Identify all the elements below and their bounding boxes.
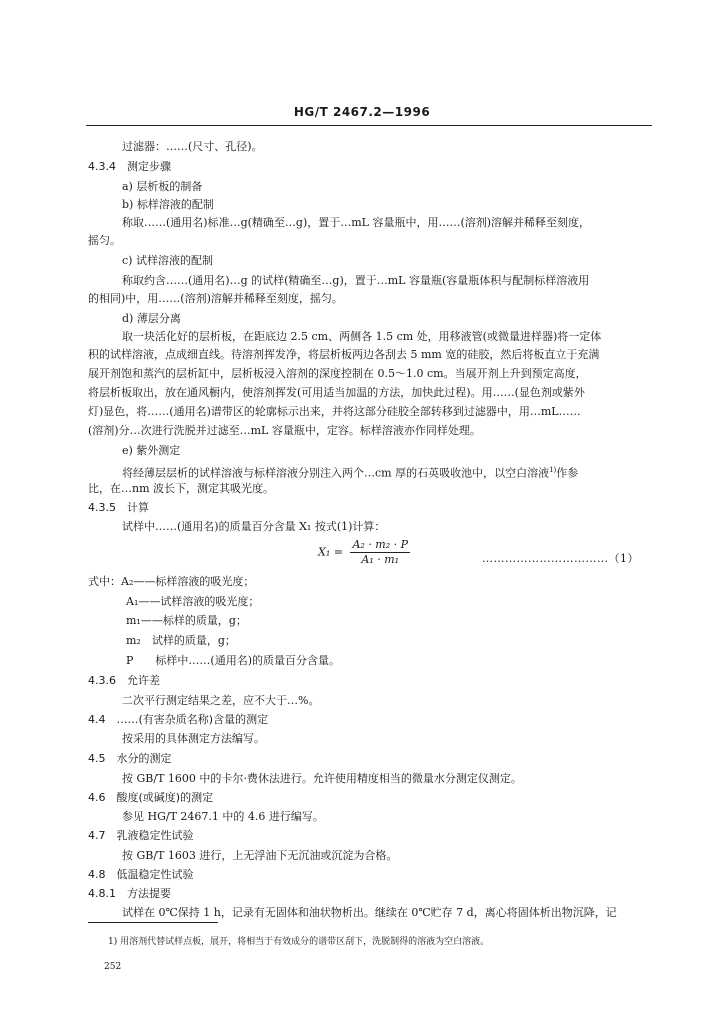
footnote-reference: 1) [549,466,557,474]
text-line: A₁——试样溶液的吸光度； [126,595,260,608]
text-line: 称取……(通用名)标准…g(精确至…g)，置于…mL 容量瓶中，用……(溶剂)溶解并稀释至刻度， [122,216,591,229]
text-line: P 标样中……(通用名)的质量百分含量。 [126,654,340,667]
section-heading: 4.7 乳液稳定性试验 [88,829,194,842]
text-line: 按 GB/T 1600 中的卡尔·费休法进行。允许使用精度相当的微量水分测定仪测定。 [122,772,522,785]
section-heading: 4.3.4 测定步骤 [88,160,171,173]
section-heading: 4.3.6 允许差 [88,674,160,687]
formula-lhs: X₁ = [318,545,343,559]
text-run: 作参 [556,466,579,480]
header-rule [86,125,652,126]
section-heading: 4.8 低温稳定性试验 [88,868,194,881]
text-line: 试样中……(通用名)的质量百分含量 X₁ 按式(1)计算： [122,520,386,533]
text-line [122,463,578,481]
formula-1 [318,538,410,567]
text-line: 式中：A₂——标样溶液的吸光度； [88,575,255,588]
text-line: e) 紫外测定 [122,444,181,457]
text-line: c) 试样溶液的配制 [122,254,213,267]
text-line: 称取约含……(通用名)…g 的试样(精确至…g)，置于…mL 容量瓶(容量瓶体积与配制标样溶液用 [122,274,590,287]
text-line: m₁——标样的质量，g； [126,614,247,627]
text-line: 试样在 0℃保持 1 h，记录有无固体和油状物析出。继续在 0℃贮存 7 d，离心将固体析出物沉降，记 [122,906,617,919]
text-line: 摇匀。 [88,234,121,247]
text-run: 将经薄层层析的试样溶液与标样溶液分别注入两个…cm 厚的石英吸收池中，以空白溶液 [122,466,550,480]
text-line: 积的试样溶液，点成细直线。待溶剂挥发净，将层析板两边各刮去 5 mm 宽的硅胶，然后将板直立于充满 [88,348,600,361]
footnote: 1) 用溶剂代替试样点板，展开，将相当于有效成分的谱带区刮下，洗脱制得的溶液为空白溶液。 [108,937,490,947]
text-line: 按采用的具体测定方法编写。 [122,732,265,745]
text-line: 将层析板取出，放在通风橱内，使溶剂挥发(可用适当加温的方法，加快此过程)。用……(显色剂或紫外 [88,386,585,399]
text-line: 按 GB/T 1603 进行，上无浮油下无沉油或沉淀为合格。 [122,849,398,862]
equation-number: ……………………………（1） [482,552,639,565]
text-line: 灯)显色，将……(通用名)谱带区的轮廓标示出来，并将这部分硅胶全部转移到过滤器中，用…mL…… [88,405,581,418]
text-line: 二次平行测定结果之差，应不大于…%。 [122,694,320,707]
text-line: 的相同)中，用……(溶剂)溶解并稀释至刻度，摇匀。 [88,292,343,305]
text-line: m₂ 试样的质量，g； [126,634,236,647]
formula-denominator: A₁ · m₁ [361,553,400,566]
text-line: 展开剂饱和蒸汽的层析缸中，层析板浸入溶剂的深度控制在 0.5～1.0 cm。当展开剂上升到预定高度， [88,367,587,380]
section-heading: 4.5 水分的测定 [88,752,172,765]
text-line: (溶剂)分…次进行洗脱并过滤至…mL 容量瓶中，定容。标样溶液亦作同样处理。 [88,424,481,437]
section-heading: 4.4 ……(有害杂质名称)含量的测定 [88,713,269,726]
text-line: a) 层析板的制备 [122,180,203,193]
footnote-rule [88,922,218,923]
text-line: b) 标样溶液的配制 [122,198,214,211]
section-heading: 4.3.5 计算 [88,501,149,514]
text-line: 参见 HG/T 2467.1 中的 4.6 进行编写。 [122,810,324,823]
text-line: d) 薄层分离 [122,312,181,325]
text-line: 取一块活化好的层析板，在距底边 2.5 cm、两侧各 1.5 cm 处，用移液管(或微量进样器)将一定体 [122,330,602,343]
text-line: 过滤器：……(尺寸、孔径)。 [122,140,263,153]
standard-number-header: HG/T 2467.2—1996 [293,105,431,119]
formula-fraction [350,538,410,567]
formula-numerator: A₂ · m₂ · P [352,538,409,551]
section-heading: 4.6 酸度(或碱度)的测定 [88,791,214,804]
text-line: 比，在…nm 波长下，测定其吸光度。 [88,482,275,495]
section-heading: 4.8.1 方法提要 [88,887,171,900]
page-number: 252 [104,962,122,972]
